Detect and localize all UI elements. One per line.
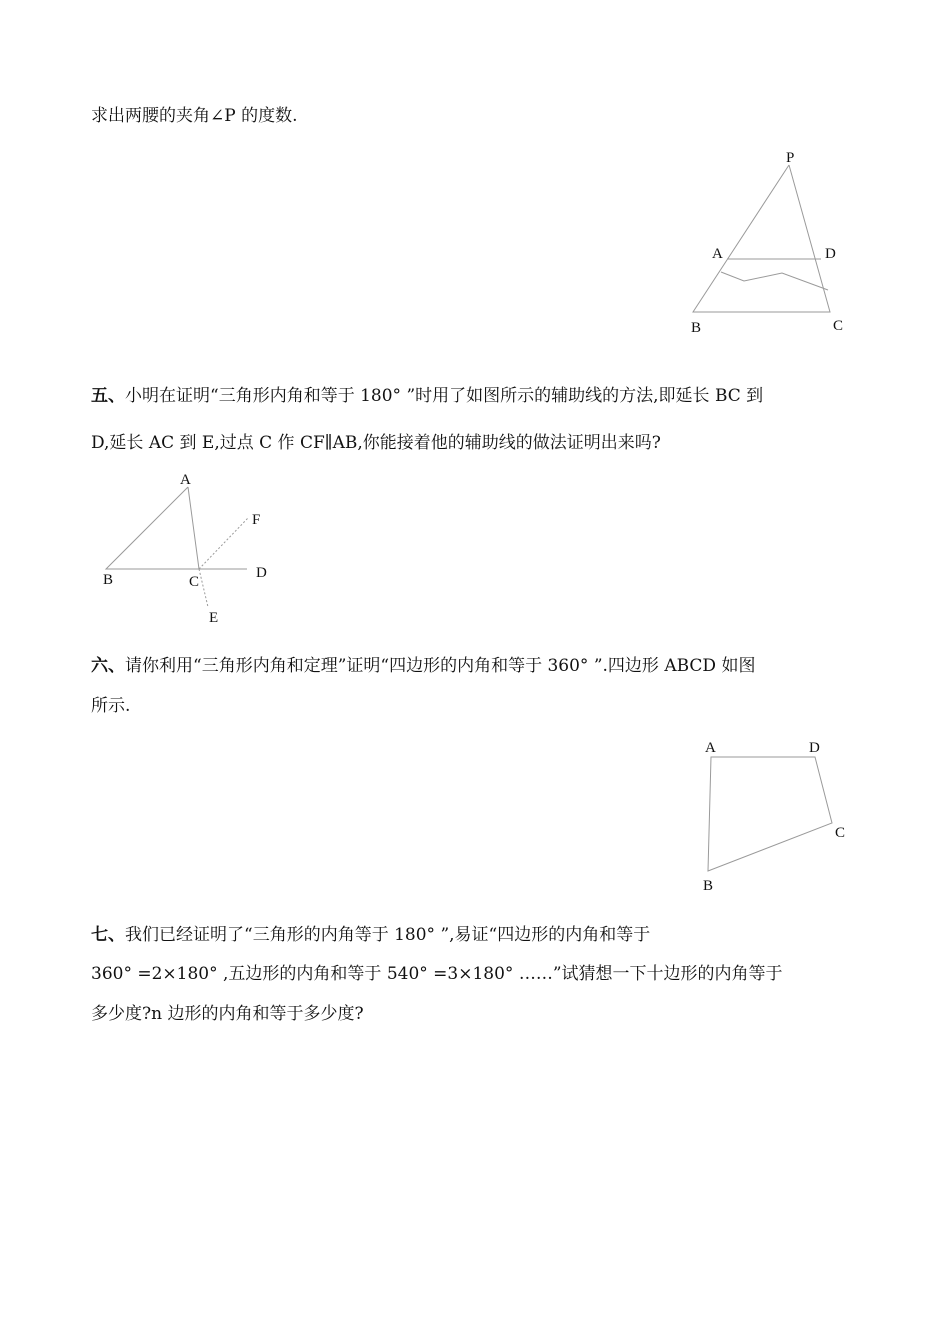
question-5-line-1 [91, 384, 763, 408]
question-7-text-1: 我们已经证明了“三角形的内角等于 180° ”,易证“四边形的内角和等于 [125, 925, 651, 945]
label-b: B [103, 572, 114, 588]
question-6-text-1: 请你利用“三角形内角和定理”证明“四边形的内角和等于 360° ”.四边形 ABCD 如图 [125, 656, 756, 676]
question-6-line-2: 所示. [91, 696, 131, 716]
triangle-outline [693, 165, 830, 312]
label-f: F [252, 512, 261, 528]
label-e: E [209, 610, 219, 626]
figure-auxiliary-lines [95, 465, 285, 635]
question-7-line-2: 360° =2×180° ,五边形的内角和等于 540° =3×180° ……”试猜想一下十边形的内角等于 [91, 964, 783, 984]
extension-ce [199, 569, 208, 607]
intro-text: 求出两腰的夹角∠P 的度数. [91, 106, 298, 126]
figure-quadrilateral [695, 730, 855, 900]
ray-cf [199, 518, 248, 569]
label-b: B [691, 320, 702, 336]
label-b: B [703, 878, 714, 894]
question-7-line-1 [91, 923, 650, 947]
question-7-line-3: 多少度?n 边形的内角和等于多少度? [91, 1004, 364, 1024]
quadrilateral-abcd [708, 757, 832, 871]
question-6-line-1 [91, 654, 755, 678]
label-c: C [189, 574, 200, 590]
label-d: D [256, 565, 267, 581]
label-c: C [833, 318, 844, 334]
torn-edge [721, 272, 828, 290]
question-5-number: 五、 [91, 386, 125, 406]
label-c: C [835, 825, 846, 841]
question-5-text-1: 小明在证明“三角形内角和等于 180° ”时用了如图所示的辅助线的方法,即延长 BC 到 [125, 386, 764, 406]
label-a: A [180, 472, 191, 488]
label-a: A [712, 246, 723, 262]
label-d: D [825, 246, 836, 262]
label-d: D [809, 740, 820, 756]
question-5-line-2: D,延长 AC 到 E,过点 C 作 CF∥AB,你能接着他的辅助线的做法证明出来吗? [91, 433, 661, 453]
figure-trapezoid-triangle [680, 140, 860, 340]
label-a: A [705, 740, 716, 756]
label-p: P [786, 150, 795, 166]
question-6-number: 六、 [91, 656, 125, 676]
triangle-abc [106, 487, 199, 569]
question-7-number: 七、 [91, 925, 125, 945]
